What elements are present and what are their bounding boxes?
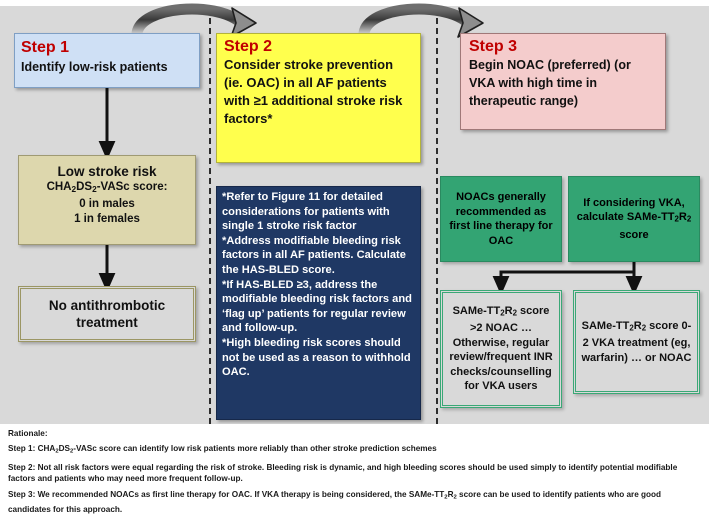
low-risk-males: 0 in males <box>79 197 135 210</box>
no-treatment-label: No antithrombotic treatment <box>48 298 166 330</box>
step2-detail-box <box>216 186 421 420</box>
step3-body: Begin NOAC (preferred) (or VKA with high time in therapeutic range) <box>469 58 631 108</box>
low-risk-females: 1 in females <box>74 212 140 225</box>
branch-connector-step3 <box>501 262 634 285</box>
rationale-step3: Step 3: We recommended NOACs as first line therapy for OAC. If VKA therapy is being considered, the SAMe-$TT_2R_2$ score can be used to identify patients who are good candidates for this approach. <box>8 490 662 514</box>
samett-score-0-2-box <box>573 290 700 394</box>
step2-detail-line-3: *If HAS-BLED ≥3, address the modifiable bleeding risk factors and ‘flag up’ patients for regular review and follow-up. <box>222 278 412 335</box>
column-divider-step2-step3 <box>436 8 438 424</box>
vka-calculate-samett-box <box>568 176 700 262</box>
no-antithrombotic-treatment-box <box>18 286 196 342</box>
step2-detail-line-1: *Refer to Figure 11 for detailed considerations for patients with single 1 stroke risk factor <box>222 191 390 233</box>
low-risk-heading: Low stroke risk <box>57 164 157 179</box>
rationale-step2: Step 2: Not all risk factors were equal regarding the risk of stroke. Bleeding risk is dynamic, and high bleeding scores should be used simply to identify potential modifiable factors and patients who may need more frequent follow-up. <box>8 463 678 484</box>
step1-header-box <box>14 33 200 88</box>
samett-score-gt2-label: SAMe-$TT_2R_2$ score >2 NOAC …Otherwise, regular review/frequent INR checks/counselling for VKA users <box>449 305 553 393</box>
top-white-strip <box>0 0 709 6</box>
rationale-panel <box>0 424 709 522</box>
samett-score-gt2-box <box>440 290 562 408</box>
samett-score-0-2-label: SAMe-$TT_2R_2$ score 0-2 VKA treatment (eg, warfarin) … or NOAC <box>581 319 692 364</box>
low-stroke-risk-box <box>18 155 196 245</box>
rationale-step1: Step 1: $CHA_2DS_2$-VASc score can identify low risk patients more reliably than other stroke prediction schemes <box>8 444 437 455</box>
noac-first-line-box <box>440 176 562 262</box>
column-divider-step1-step2 <box>209 8 211 424</box>
noac-first-line-label: NOACs generally recommended as first line therapy for OAC <box>449 191 553 247</box>
step2-title: Step 2 <box>224 38 273 55</box>
step1-body: Identify low-risk patients <box>21 60 168 74</box>
rationale-heading: Rationale: <box>8 429 48 438</box>
step2-detail-line-4: *High bleeding risk scores should not be used as a reason to withhold OAC. <box>222 336 411 379</box>
step2-detail-line-2: *Address modifiable bleeding risk factors in all AF patients. Calculate the HAS-BLED score. <box>222 234 406 276</box>
step1-title: Step 1 <box>21 39 70 56</box>
vka-calculate-label: If considering VKA, calculate SAMe-$TT_2R_2$ score <box>576 196 692 241</box>
step2-body: Consider stroke prevention (ie. OAC) in all AF patients with ≥1 additional stroke risk factors* <box>224 57 403 126</box>
step2-header-box <box>216 33 421 163</box>
cha2ds2vasc-score-label: $CHA_2DS_2$-VASc score: <box>46 181 168 194</box>
step3-title: Step 3 <box>469 38 518 55</box>
step3-header-box <box>460 33 666 130</box>
